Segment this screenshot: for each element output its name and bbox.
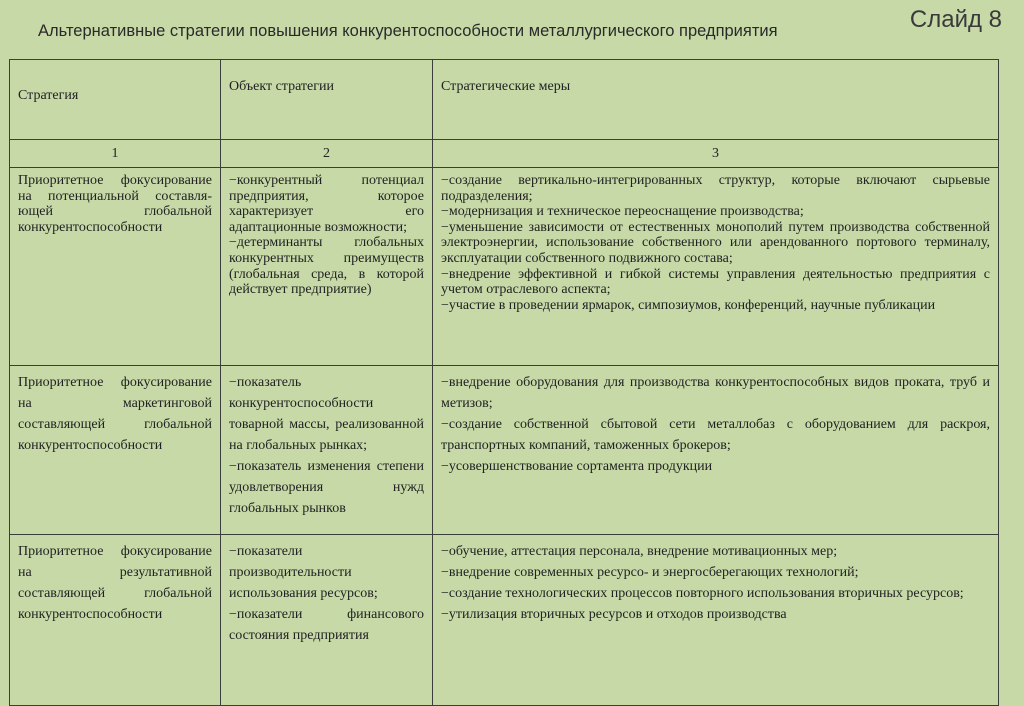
object-item: −конкурентный потенциал предприятия, которое характеризует его адаптационные возможности; [229,173,424,235]
measure-item: −создание собственной сбытовой сети металлобаз с оборудованием для раскроя, транспортных компаний, таможенных брокеров; [441,417,990,453]
strategy-text: Приоритетное фокусирование на маркетинговой составляющей глобальной конкурентоспособности [18,375,212,453]
object-cell [221,168,433,366]
table-header-row [10,60,999,140]
measures-cell [433,535,999,706]
measure-item: −создание технологических процессов повторного использования вторичных ресурсов; [441,586,964,601]
measure-item: −модернизация и техническое переоснащение производства; [441,204,804,220]
measure-item: −уменьшение зависимости от естественных монополий путем производства собственной электроэнергии, использование собственного или арендованного портового терминалу, эксплуатации собственного подвижного состава; [441,219,990,266]
object-item: −показатели производительности использования ресурсов; [229,544,378,601]
measures-cell [433,168,999,366]
object-cell [221,366,433,535]
header-object: Объект стратегии [221,60,433,140]
column-number: 3 [433,140,999,168]
measure-item: −усовершенствование сортамента продукции [441,459,713,474]
slide-title: Альтернативные стратегии повышения конкурентоспособности металлургического предприятия [38,22,778,40]
measure-item: −внедрение современных ресурсо- и энергосберегающих технологий; [441,565,859,580]
object-item: −детерминанты глобальных конкурентных преимуществ (глобальная среда, в которой действует предприятие) [229,235,424,298]
measure-item: −внедрение эффективной и гибкой системы управления деятельностью предприятия с учетом отраслевого аспекта; [441,266,990,298]
measure-item: −утилизация вторичных ресурсов и отходов производства [441,607,787,622]
strategy-cell [10,366,221,535]
strategy-text: Приоритетное фокусирование на потенциальной составля-ющей глобальной конкурентоспособности [18,173,212,235]
column-number: 2 [221,140,433,168]
object-item: −показатель изменения степени удовлетворения нужд глобальных рынков [229,459,424,516]
strategy-cell [10,168,221,366]
slide-number: Слайд 8 [909,6,1002,33]
strategy-text: Приоритетное фокусирование на результативной составляющей глобальной конкурентоспособности [18,544,212,622]
object-item: −показатель конкурентоспособности товарной массы, реализованной на глобальных рынках; [229,375,424,453]
column-number-row [10,140,999,168]
header-strategy: Стратегия [10,60,221,140]
object-item: −показатели финансового состояния предприятия [229,607,424,643]
measure-item: −внедрение оборудования для производства конкурентоспособных видов проката, труб и метизов; [441,375,990,411]
header-measures: Стратегические меры [433,60,999,140]
table-row [10,366,999,535]
table-row [10,535,999,706]
column-number: 1 [10,140,221,168]
measures-cell [433,366,999,535]
strategies-table [9,59,999,706]
measure-item: −обучение, аттестация персонала, внедрение мотивационных мер; [441,544,838,559]
table-row [10,168,999,366]
measure-item: −участие в проведении ярмарок, симпозиумов, конференций, научные публикации [441,297,936,313]
object-cell [221,535,433,706]
strategy-cell [10,535,221,706]
measure-item: −создание вертикально-интегрированных структур, которые включают сырьевые подразделения; [441,173,990,204]
